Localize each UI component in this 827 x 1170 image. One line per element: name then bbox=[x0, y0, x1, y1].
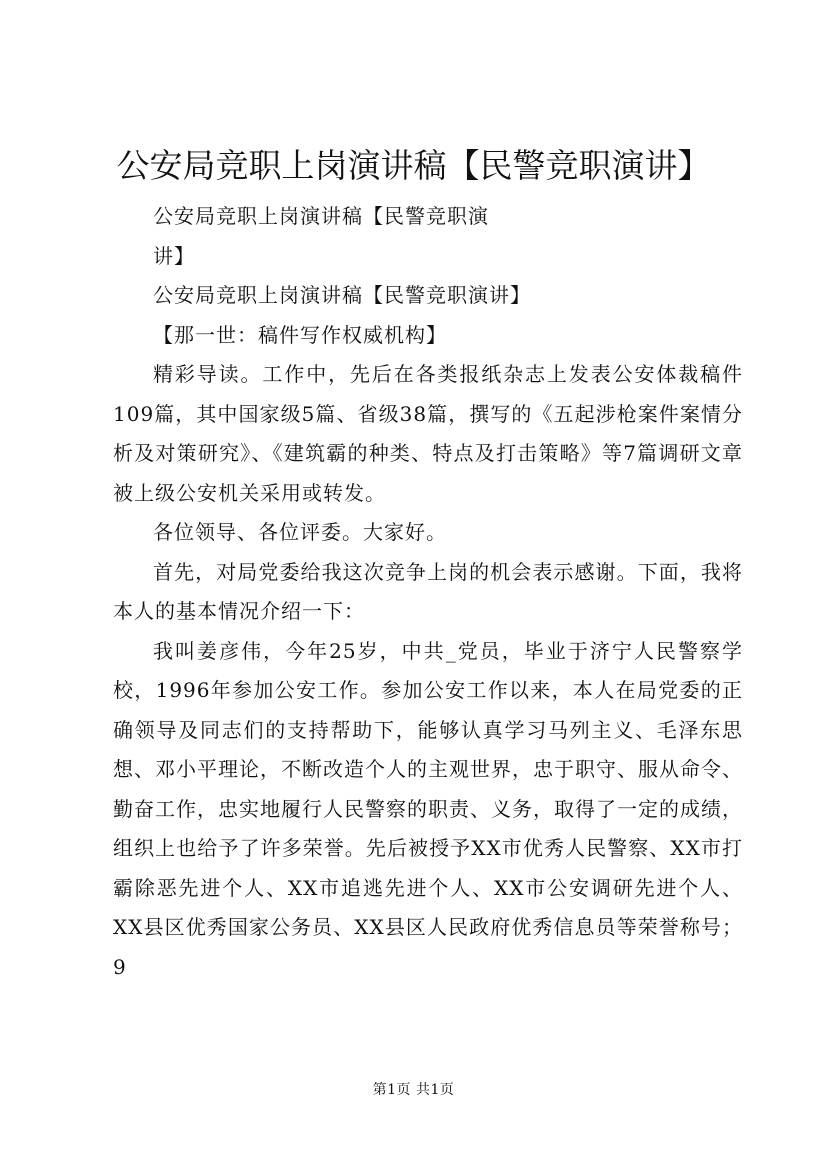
paragraph-3: 【那一世：稿件写作权威机构】 bbox=[153, 322, 447, 347]
paragraph-4: 精彩导读。工作中，先后在各类报纸杂志上发表公安体裁稿件109篇，其中国家级5篇、省级38篇，撰写的《五起涉枪案件案情分析及对策研究》、《建筑霸的种类、特点及打击策略》等7篇调研文章被上级公安机关采用或转发。 bbox=[113, 362, 743, 505]
document-body bbox=[113, 197, 743, 987]
paragraph-6: 首先，对局党委给我这次竞争上岗的机会表示感谢。下面，我将本人的基本情况介绍一下： bbox=[113, 559, 743, 623]
document-title: 公安局竞职上岗演讲稿【民警竞职演讲】 bbox=[116, 146, 711, 185]
paragraph-1-line-1: 公安局竞职上岗演讲稿【民警竞职演 bbox=[153, 204, 489, 228]
page-footer: 第1页 共1页 bbox=[372, 1082, 455, 1098]
paragraph-5: 各位领导、各位评委。大家好。 bbox=[153, 520, 447, 544]
paragraph-1 bbox=[113, 197, 743, 276]
paragraph-2: 公安局竞职上岗演讲稿【民警竞职演讲】 bbox=[153, 283, 531, 307]
paragraph-7: 我叫姜彦伟，今年25岁，中共_党员，毕业于济宁人民警察学校，1996年参加公安工作。参加公安工作以来，本人在局党委的正确领导及同志们的支持帮助下，能够认真学习马列主义、毛泽东思想、邓小平理论，不断改造个人的主观世界，忠于职守、服从命令、勤奋工作，忠实地履行人民警察的职责、义务，取得了一定的成绩，组织上也给予了许多荣誉。先后被授予XX市优秀人民警察、XX市打霸除恶先进个人、XX市追逃先进个人、XX市公安调研先进个人、XX县区优秀国家公务员、XX县区人民政府优秀信息员等荣誉称号；9 bbox=[113, 638, 743, 979]
paragraph-1-line-2: 讲】 bbox=[153, 243, 195, 268]
